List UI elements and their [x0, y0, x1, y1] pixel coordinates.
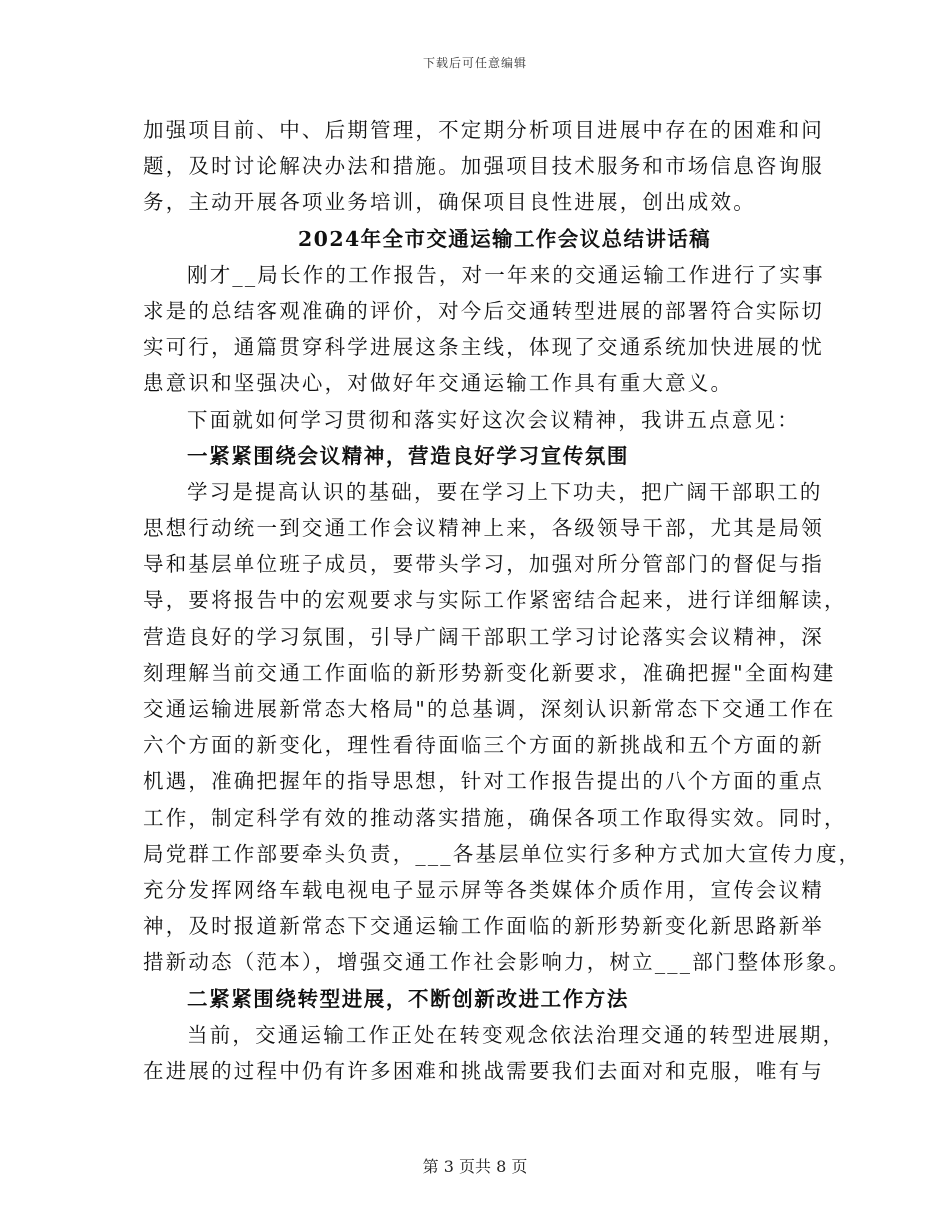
- body-line: 当前，交通运输工作正处在转变观念依法治理交通的转型进展期，: [187, 1022, 846, 1047]
- body-line: 实可行，通篇贯穿科学进展这条主线，体现了交通系统加快进展的忧: [143, 335, 824, 360]
- body-line: 局党群工作部要牵头负责，___各基层单位实行多种方式加大宣传力度，: [143, 841, 862, 866]
- body-line: 措新动态（范本），增强交通工作社会影响力，树立___部门整体形象。: [143, 950, 852, 975]
- document-body: [143, 112, 862, 1089]
- body-line: 工作，制定科学有效的推动落实措施，确保各项工作取得实效。同时，: [143, 805, 847, 830]
- body-line: 学习是提高认识的基础，要在学习上下功夫，把广阔干部职工的: [187, 479, 823, 504]
- body-line: 加强项目前、中、后期管理，不定期分析项目进展中存在的困难和问: [143, 118, 824, 142]
- section-heading: 一紧紧围绕会议精神，营造良好学习宣传氛围: [187, 443, 629, 468]
- body-line: 在进展的过程中仍有许多困难和挑战需要我们去面对和克服，唯有与: [143, 1058, 824, 1083]
- body-line: 导和基层单位班子成员，要带头学习，加强对所分管部门的督促与指: [143, 552, 824, 577]
- page-header: 下载后可任意编辑: [422, 56, 527, 70]
- body-line: 题，及时讨论解决办法和措施。加强项目技术服务和市场信息咨询服: [143, 154, 824, 179]
- body-line: 交通运输进展新常态大格局"的总基调，深刻认识新常态下交通工作在: [143, 697, 836, 721]
- body-line: 导，要将报告中的宏观要求与实际工作紧密结合起来，进行详细解读，: [143, 588, 847, 613]
- body-line: 求是的总结客观准确的评价，对今后交通转型进展的部署符合实际切: [143, 298, 824, 323]
- body-line: 刻理解当前交通工作面临的新形势新变化新要求，准确把握"全面构建: [143, 660, 836, 685]
- body-line: 六个方面的新变化，理性看待面临三个方面的新挑战和五个方面的新: [143, 733, 824, 758]
- page-number: 第 3 页共 8 页: [422, 1157, 528, 1176]
- body-line: 务，主动开展各项业务培训，确保项目良性进展，创出成效。: [143, 190, 756, 215]
- body-line: 营造良好的学习氛围，引导广阔干部职工学习讨论落实会议精神，深: [143, 624, 824, 649]
- body-line: 机遇，准确把握年的指导思想，针对工作报告提出的八个方面的重点: [143, 769, 824, 794]
- body-line: 下面就如何学习贯彻和落实好这次会议精神，我讲五点意见：: [187, 407, 800, 432]
- body-line: 充分发挥网络车载电视电子显示屏等各类媒体介质作用，宣传会议精: [143, 877, 824, 902]
- body-line: 神，及时报道新常态下交通运输工作面临的新形势新变化新思路新举: [143, 914, 824, 939]
- body-line: 思想行动统一到交通工作会议精神上来，各级领导干部，尤其是局领: [143, 516, 824, 541]
- section-heading: 二紧紧围绕转型进展，不断创新改进工作方法: [187, 986, 629, 1011]
- document-title: 2024年全市交通运输工作会议总结讲话稿: [298, 226, 712, 251]
- body-line: 刚才__局长作的工作报告，对一年来的交通运输工作进行了实事: [187, 262, 825, 287]
- body-line: 患意识和坚强决心，对做好年交通运输工作具有重大意义。: [143, 371, 734, 396]
